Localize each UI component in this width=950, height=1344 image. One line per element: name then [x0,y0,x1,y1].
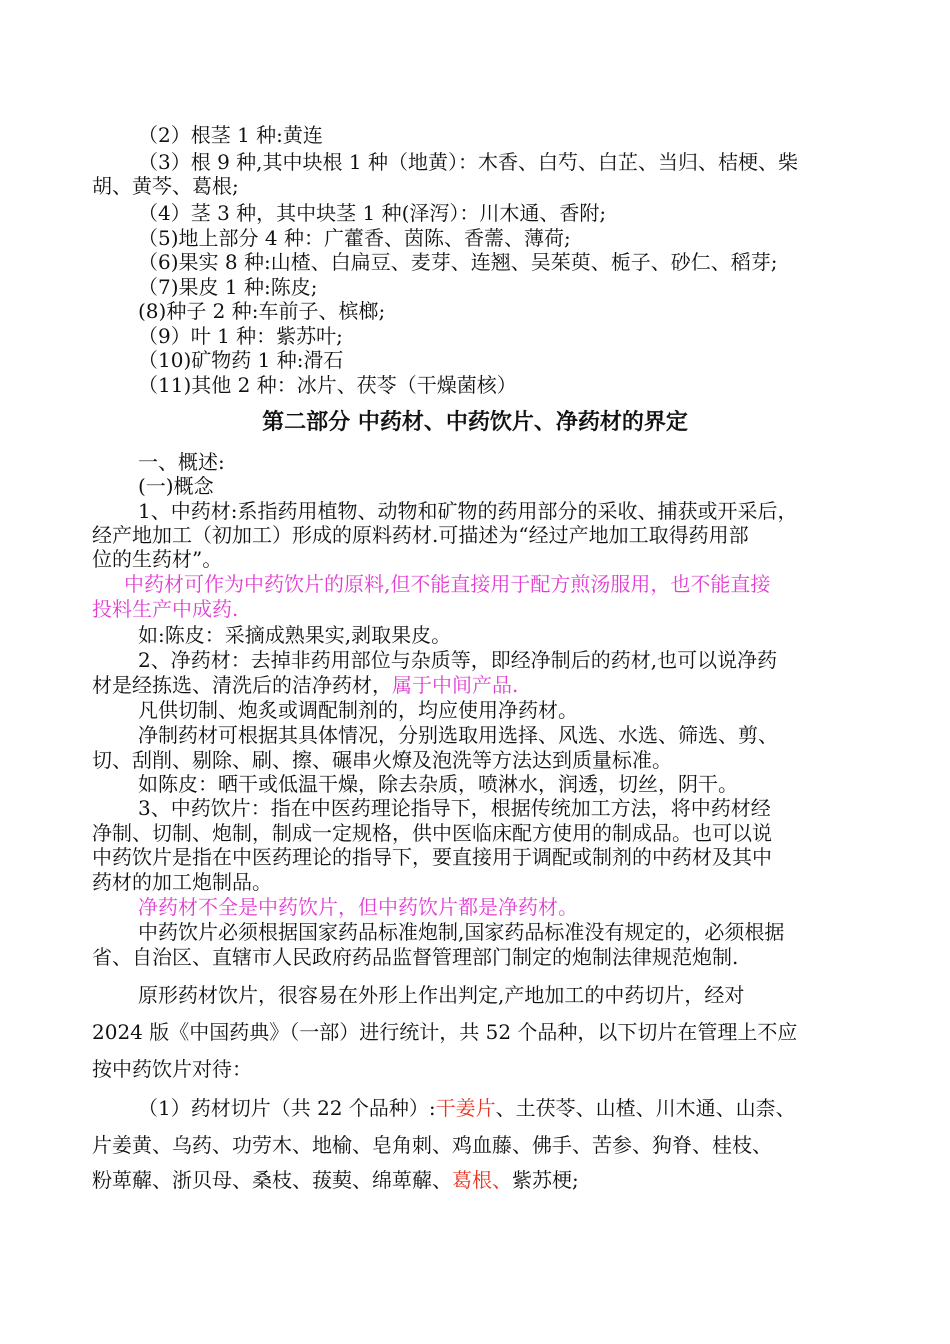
paragraph-line [92,1168,862,1192]
paragraph-line: 原形药材饮片，很容易在外形上作出判定,产地加工的中药切片，经对 [138,983,745,1007]
paragraph-line: 药材的加工炮制品。 [92,870,272,894]
paragraph-line: 2024 版《中国药典》（一部）进行统计，共 52 个品种，以下切片在管理上不应 [92,1020,798,1044]
paragraph-line: 1、中药材:系指药用植物、动物和矿物的药用部分的采收、捕获或开采后， [138,499,798,523]
paragraph-line: 净制、切制、炮制，制成一定规格，供中医临床配方使用的制成品。也可以说 [92,821,772,845]
paragraph-line: 中药饮片是指在中医药理论的指导下，要直接用于调配或制剂的中药材及其中 [92,845,772,869]
overview-heading: 一、概述: [138,450,225,474]
example-line: 如陈皮：晒干或低温干燥，除去杂质，喷淋水，润透，切丝，阴干。 [138,772,738,796]
paragraph-text: （1）药材切片（共 22 个品种）: [138,1096,436,1120]
paragraph-line: 净制药材可根据其具体情况，分别选取用选择、风选、水选、筛选、剪、 [138,723,778,747]
paragraph-line: 2、净药材：去掉非药用部位与杂质等，即经净制后的药材,也可以说净药 [138,648,778,672]
list-item: （10)矿物药 1 种:滑石 [138,348,344,372]
highlight-note: 中药材可作为中药饮片的原料,但不能直接用于配方煎汤服用，也不能直接 [124,572,771,596]
paragraph-line: 位的生药材”。 [92,547,223,571]
paragraph-line [138,1096,862,1120]
paragraph-line: 经产地加工（初加工）形成的原料药材.可描述为“经过产地加工取得药用部 [92,523,749,547]
list-item: （9）叶 1 种：紫苏叶; [138,324,343,348]
highlight-red: 葛根、 [452,1168,512,1192]
paragraph-line: 按中药饮片对待： [92,1057,252,1081]
highlight-red: 干姜片 [435,1096,496,1120]
list-item: （7)果皮 1 种:陈皮; [138,275,318,299]
highlight-note: 净药材不全是中药饮片，但中药饮片都是净药材。 [138,895,578,919]
paragraph-text: 粉萆薢、浙贝母、桑枝、菝葜、绵萆薢、 [92,1168,452,1192]
paragraph-text: 材是经拣选、清洗后的洁净药材， [92,673,392,697]
list-item: （5)地上部分 4 种：广藿香、茵陈、香薷、薄荷; [138,226,571,250]
paragraph-line: 切、刮削、剔除、刷、擦、碾串火燎及泡洗等方法达到质量标准。 [92,748,672,772]
example-line: 如:陈皮：采摘成熟果实,剥取果皮。 [138,623,452,647]
list-item: （6)果实 8 种:山楂、白扁豆、麦芽、连翘、吴茱萸、栀子、砂仁、稻芽; [138,250,778,274]
list-item: （4）茎 3 种，其中块茎 1 种(泽泻）：川木通、香附; [138,201,607,225]
highlight-note: 投料生产中成药. [92,597,239,621]
paragraph-line: 3、中药饮片：指在中医药理论指导下，根据传统加工方法，将中药材经 [138,796,771,820]
paragraph-text: 、土茯苓、山楂、川木通、山柰、 [495,1096,796,1120]
paragraph-line: 中药饮片必须根据国家药品标准炮制,国家药品标准没有规定的，必须根据 [138,920,785,944]
paragraph-line: 省、自治区、直辖市人民政府药品监督管理部门制定的炮制法律规范炮制. [92,945,739,969]
highlight-note: 属于中间产品. [392,673,519,697]
concept-heading: (一)概念 [138,474,214,498]
paragraph-line: 片姜黄、乌药、功劳木、地榆、皂角刺、鸡血藤、佛手、苦参、狗脊、桂枝、 [92,1133,772,1157]
list-item: (8)种子 2 种:车前子、槟榔; [138,299,386,323]
list-item-continuation: 胡、黄芩、葛根; [92,174,239,198]
paragraph-line [92,673,862,697]
paragraph-text: 紫苏梗; [512,1168,579,1192]
paragraph-line: 凡供切制、炮炙或调配制剂的，均应使用净药材。 [138,698,578,722]
section-title: 第二部分 中药材、中药饮片、净药材的界定 [262,410,688,435]
list-item: （2）根茎 1 种:黄连 [138,123,323,147]
list-item: （11)其他 2 种：冰片、茯苓（干燥菌核） [138,373,517,397]
list-item: （3）根 9 种,其中块根 1 种（地黄）：木香、白芍、白芷、当归、桔梗、柴 [138,150,798,174]
